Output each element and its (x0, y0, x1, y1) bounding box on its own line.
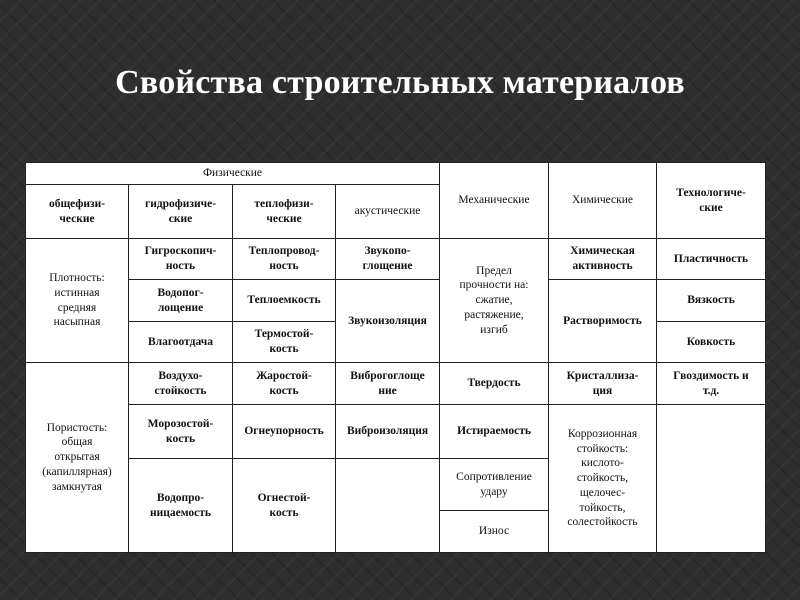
cell-technological-empty (657, 405, 766, 553)
properties-table (25, 162, 766, 553)
cell-air-resistance: Воздухо- стойкость (129, 363, 233, 405)
header-thermophysical: теплофизи- ческие (233, 185, 336, 239)
table-row (26, 239, 766, 280)
cell-sound-insulation: Звукоизоляция (336, 280, 440, 363)
header-chemical: Химические (549, 163, 657, 239)
header-physical: Физические (26, 163, 440, 185)
cell-heat-resistance: Жаростой- кость (233, 363, 336, 405)
cell-crystallization: Кристаллиза- ция (549, 363, 657, 405)
cell-porosity: Пористость: общая открытая (капиллярная) замкнутая (26, 363, 129, 553)
header-acoustic: акустические (336, 185, 440, 239)
cell-moisture-release: Влагоотдача (129, 322, 233, 363)
cell-heat-capacity: Теплоемкость (233, 280, 336, 322)
cell-malleability: Ковкость (657, 322, 766, 363)
cell-solubility: Растворимость (549, 280, 657, 363)
cell-abrasion: Истираемость (440, 405, 549, 459)
slide-title: Свойства строительных материалов (115, 64, 685, 101)
table-row (26, 280, 766, 322)
cell-impact-resistance: Сопротивление удару (440, 459, 549, 511)
cell-frost-resistance: Морозостой- кость (129, 405, 233, 459)
header-technological: Технологиче- ские (657, 163, 766, 239)
cell-corrosion-resistance: Коррозионная стойкость: кислото- стойкость, щелочес- тойкость, солестойкость (549, 405, 657, 553)
cell-strength-limit: Предел прочности на: сжатие, растяжение, изгиб (440, 239, 549, 363)
table-row (26, 363, 766, 405)
cell-density: Плотность: истинная средняя насыпная (26, 239, 129, 363)
cell-vibration-absorption: Виброгоглоще ние (336, 363, 440, 405)
cell-thermal-resistance: Термостой- кость (233, 322, 336, 363)
cell-hygroscopicity: Гигроскопич- ность (129, 239, 233, 280)
cell-sound-absorption: Звукопо- глощение (336, 239, 440, 280)
header-mechanical: Механические (440, 163, 549, 239)
table-row (26, 405, 766, 459)
header-general-physical: общефизи- ческие (26, 185, 129, 239)
cell-acoustic-empty (336, 459, 440, 553)
cell-vibration-isolation: Виброизоляция (336, 405, 440, 459)
cell-wear: Износ (440, 511, 549, 553)
properties-table-container (25, 162, 765, 552)
header-row-1 (26, 163, 766, 185)
cell-viscosity: Вязкость (657, 280, 766, 322)
cell-refractoriness: Огнеупорность (233, 405, 336, 459)
cell-water-absorption: Водопог- лощение (129, 280, 233, 322)
cell-plasticity: Пластичность (657, 239, 766, 280)
cell-hardness: Твердость (440, 363, 549, 405)
cell-chemical-activity: Химическая активность (549, 239, 657, 280)
header-hydrophysical: гидрофизиче- ские (129, 185, 233, 239)
cell-fire-resistance: Огнестой- кость (233, 459, 336, 553)
cell-thermal-conductivity: Теплопровод- ность (233, 239, 336, 280)
cell-nailability: Гвоздимость и т.д. (657, 363, 766, 405)
cell-water-permeability: Водопро- ницаемость (129, 459, 233, 553)
